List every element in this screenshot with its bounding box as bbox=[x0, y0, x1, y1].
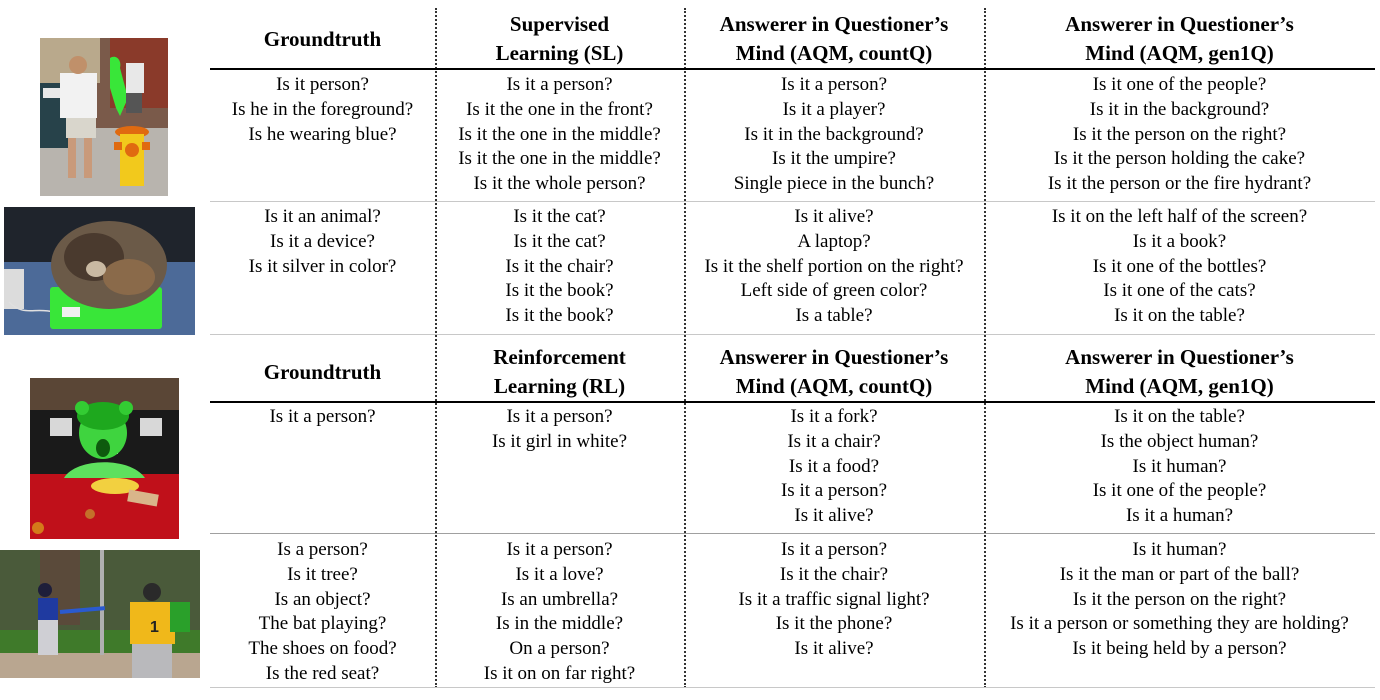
bottom-row2-groundtruth bbox=[210, 538, 435, 687]
question: Is it the person holding the cake? bbox=[1053, 148, 1306, 170]
image-kids-baseball bbox=[0, 550, 200, 678]
bottom-header-rl bbox=[435, 343, 684, 401]
question: Is it silver in color? bbox=[248, 255, 397, 277]
bottom-row2-rl bbox=[435, 538, 684, 687]
bottom-header-aqm-countq bbox=[684, 343, 984, 401]
question: Is it a food? bbox=[788, 455, 880, 477]
top-row1-aqm-gen1q bbox=[984, 73, 1375, 197]
question: Is it a fork? bbox=[790, 406, 878, 427]
question: Is it an animal? bbox=[264, 206, 381, 227]
question: Is it a human? bbox=[1125, 505, 1234, 527]
question: Is it on the left half of the screen? bbox=[1051, 206, 1308, 227]
question: Is it a chair? bbox=[787, 430, 881, 452]
question: Is it the chair? bbox=[779, 563, 889, 585]
question: Is it the phone? bbox=[775, 613, 893, 635]
bottom-header-groundtruth bbox=[210, 343, 435, 401]
question: Is it on on far right? bbox=[483, 662, 636, 684]
question: Is it one of the bottles? bbox=[1092, 255, 1267, 277]
top-row1-groundtruth bbox=[210, 73, 435, 147]
question: Is it person? bbox=[276, 74, 369, 95]
question: Is it a player? bbox=[782, 98, 886, 120]
photo-cat-laptop bbox=[4, 207, 195, 335]
question: Is it the one in the middle? bbox=[458, 148, 661, 170]
question: Single piece in the bunch? bbox=[733, 173, 935, 195]
question: Is it one of the people? bbox=[1092, 74, 1267, 95]
question: Is it a traffic signal light? bbox=[738, 588, 930, 610]
bottom-row1-aqm-gen1q bbox=[984, 405, 1375, 529]
question: Is it human? bbox=[1132, 539, 1227, 560]
question: Is it a person or something they are holding? bbox=[1010, 613, 1349, 635]
question: Is it the man or part of the ball? bbox=[1059, 563, 1300, 585]
svg-text:1: 1 bbox=[150, 619, 159, 636]
photo-baseball bbox=[0, 550, 200, 678]
question: The shoes on food? bbox=[248, 638, 397, 660]
question: Is it the chair? bbox=[505, 255, 614, 277]
question: Is it the whole person? bbox=[473, 173, 646, 195]
top-row2-groundtruth bbox=[210, 205, 435, 279]
top-header-aqm-countq bbox=[684, 10, 984, 68]
question: A laptop? bbox=[797, 230, 871, 252]
question: Is it the shelf portion on the right? bbox=[704, 255, 964, 277]
image-street-person-fire-hydrant bbox=[40, 38, 168, 196]
question: Is he in the foreground? bbox=[231, 98, 414, 120]
question: Is it the umpire? bbox=[772, 148, 896, 170]
question: Is it the book? bbox=[505, 305, 614, 327]
image-cat-on-laptop bbox=[4, 207, 195, 335]
bottom-row1-aqm-countq bbox=[684, 405, 984, 529]
header-text-line1: Answerer in Questioner’s bbox=[719, 12, 949, 36]
question: Is it in the background? bbox=[744, 123, 924, 145]
question: Is in the middle? bbox=[495, 613, 624, 635]
bottom-row1-rl bbox=[435, 405, 684, 455]
question: Is it a person? bbox=[780, 480, 888, 502]
header-text-line1: Answerer in Questioner’s bbox=[1065, 12, 1294, 36]
question: Is it alive? bbox=[794, 638, 874, 660]
question: Is it a person? bbox=[780, 539, 888, 560]
comparison-table bbox=[210, 0, 1375, 700]
bottom-row2-aqm-countq bbox=[684, 538, 984, 662]
top-header-aqm-gen1q bbox=[984, 10, 1375, 68]
question: Is it a person? bbox=[506, 406, 613, 427]
question: Is it a book? bbox=[1132, 230, 1227, 252]
question: Is it one of the people? bbox=[1092, 480, 1267, 502]
question: Is an object? bbox=[274, 588, 371, 610]
header-text-line2: Mind (AQM, gen1Q) bbox=[1085, 374, 1274, 398]
question: Is it a device? bbox=[270, 230, 375, 252]
row-separator bbox=[210, 533, 1375, 534]
bottom-row1-groundtruth bbox=[210, 405, 435, 430]
question: Is a table? bbox=[795, 305, 873, 327]
top-header-rule bbox=[210, 68, 1375, 70]
question: Is it the person on the right? bbox=[1072, 588, 1287, 610]
top-header-sl bbox=[435, 10, 684, 68]
top-header-groundtruth bbox=[210, 10, 435, 68]
top-row1-sl bbox=[435, 73, 684, 197]
header-text: Groundtruth bbox=[263, 359, 382, 384]
top-row1-aqm-countq bbox=[684, 73, 984, 197]
question: Is it the one in the front? bbox=[466, 98, 653, 120]
question: Is it the person or the fire hydrant? bbox=[1047, 173, 1312, 195]
header-text-line1: Reinforcement bbox=[493, 345, 626, 369]
bottom-header-aqm-gen1q bbox=[984, 343, 1375, 401]
question: The bat playing? bbox=[258, 613, 387, 635]
row-separator bbox=[210, 201, 1375, 202]
photo-person-hydrant bbox=[40, 38, 168, 196]
row-separator bbox=[210, 687, 1375, 688]
question: Is it in the background? bbox=[1089, 98, 1270, 120]
question: Is it the person on the right? bbox=[1072, 123, 1287, 145]
question: Is the red seat? bbox=[265, 662, 380, 684]
header-text-line1: Answerer in Questioner’s bbox=[719, 345, 949, 369]
question: Is it girl in white? bbox=[491, 430, 628, 452]
question: Is the object human? bbox=[1100, 430, 1259, 452]
question: On a person? bbox=[509, 638, 610, 660]
header-text-line2: Learning (RL) bbox=[493, 374, 626, 398]
question: Is it a person? bbox=[506, 74, 613, 95]
question: Is it alive? bbox=[794, 505, 874, 527]
question: Is it one of the cats? bbox=[1103, 280, 1256, 302]
question: Is it the book? bbox=[505, 280, 614, 302]
header-text-line1: Supervised bbox=[509, 12, 610, 36]
row-separator bbox=[210, 334, 1375, 335]
question: Is it the one in the middle? bbox=[458, 123, 661, 145]
question: Is it being held by a person? bbox=[1072, 638, 1287, 660]
question: Is it a love? bbox=[515, 563, 604, 585]
question: Is it a person? bbox=[269, 406, 376, 427]
top-row2-aqm-gen1q bbox=[984, 205, 1375, 329]
image-child-eating-cake bbox=[30, 378, 179, 539]
question: Is it human? bbox=[1132, 455, 1227, 477]
question: Is it on the table? bbox=[1114, 406, 1245, 427]
top-row2-aqm-countq bbox=[684, 205, 984, 329]
header-text-line1: Answerer in Questioner’s bbox=[1065, 345, 1294, 369]
question: Is he wearing blue? bbox=[248, 123, 397, 145]
top-row2-sl bbox=[435, 205, 684, 329]
question: Is it on the table? bbox=[1114, 305, 1245, 327]
header-text-line2: Mind (AQM, gen1Q) bbox=[1085, 41, 1274, 65]
question: Is it the cat? bbox=[513, 230, 606, 252]
question: Is it the cat? bbox=[513, 206, 606, 227]
question: Is it alive? bbox=[794, 206, 874, 227]
question: Is a person? bbox=[277, 539, 368, 560]
question: Is it a person? bbox=[780, 74, 888, 95]
header-text: Groundtruth bbox=[263, 26, 382, 51]
bottom-row2-aqm-gen1q bbox=[984, 538, 1375, 662]
bottom-header-rule bbox=[210, 401, 1375, 403]
question: Is it tree? bbox=[287, 563, 358, 585]
header-text-line2: Mind (AQM, countQ) bbox=[735, 41, 933, 65]
question: Left side of green color? bbox=[740, 280, 928, 302]
header-text-line2: Mind (AQM, countQ) bbox=[735, 374, 933, 398]
photo-child-cake bbox=[30, 378, 179, 539]
header-text-line2: Learning (SL) bbox=[495, 41, 624, 65]
question: Is an umbrella? bbox=[500, 588, 619, 610]
question: Is it a person? bbox=[506, 539, 613, 560]
